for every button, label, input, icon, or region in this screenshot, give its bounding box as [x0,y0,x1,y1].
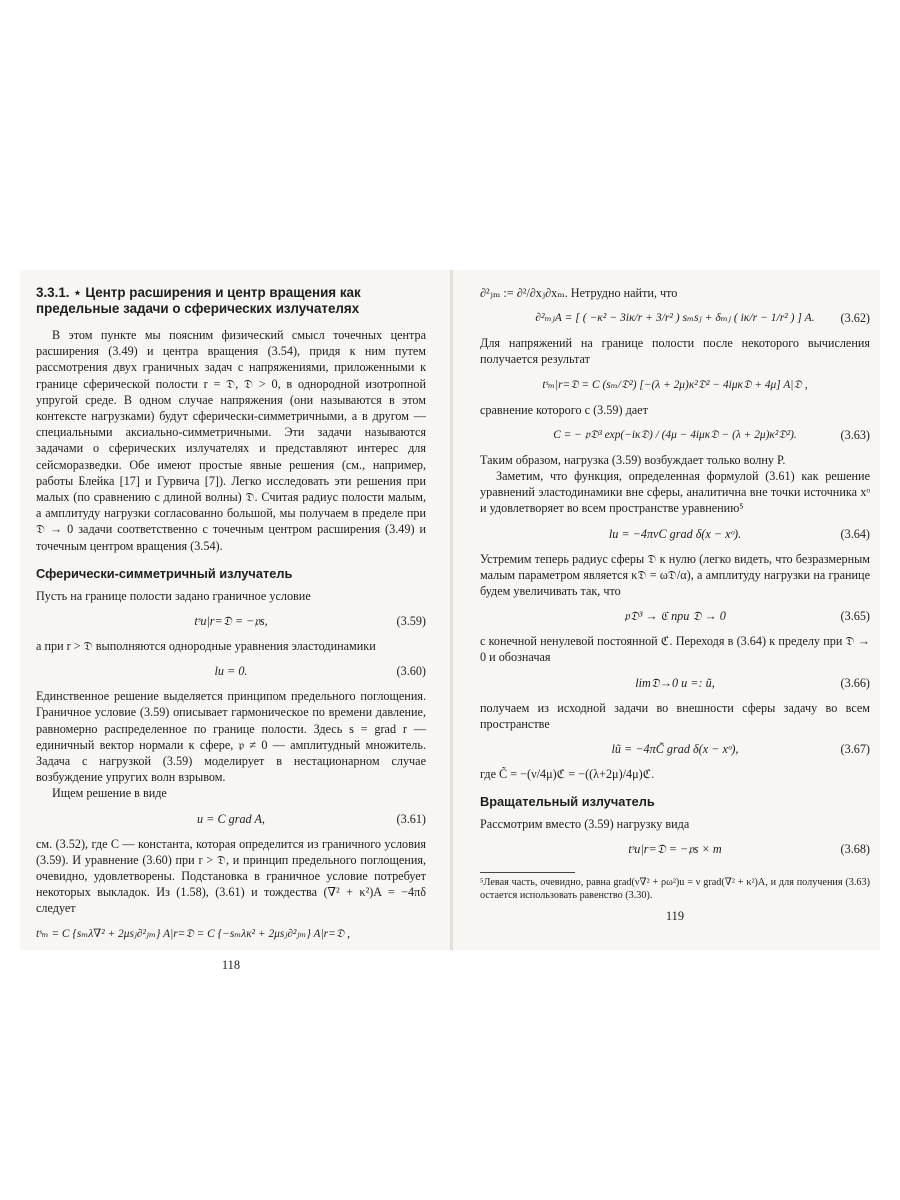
equation-3-67 [480,740,870,758]
paragraph: где C̃ = −(ν/4μ)ℭ = −((λ+2μ)/4μ)ℭ. [480,767,655,782]
paragraph: сравнение которого с (3.59) дает [480,402,648,417]
equation-body: lu = −4πνC grad δ(x − xᵒ). [608,526,742,541]
subsection-heading: Вращательный излучатель [480,794,655,810]
equation-3-66 [480,674,870,692]
footnote-rule [480,872,575,873]
equation-number: (3.60) [396,664,426,679]
equation-number: (3.59) [396,613,426,628]
equation-number: (3.68) [840,842,870,857]
equation-body: lũ = −4πC̃ grad δ(x − xᵒ), [611,741,739,756]
equation-body: tˢₘ|r=𝔇 = C (sₘ/𝔇²) [−(λ + 2μ)κ²𝔇² − 4iμκ𝔇 + 4μ] A|𝔇 , [542,378,808,391]
equation-body: u = C grad A, [197,811,265,826]
equation-3-63 [480,426,870,444]
paragraph: Для напряжений на границе полости после некоторого вычисления получается результат [480,336,870,367]
subsection-heading: Сферически-симметричный излучатель [36,565,293,581]
paragraph: а при r > 𝔇 выполняются однородные уравнения эластодинамики [36,639,376,654]
right-page [480,285,870,924]
equation-body: tˢu|r=𝔇 = −𝔭s × m [628,842,722,857]
paragraph: Устремим теперь радиус сферы 𝔇 к нулю (легко видеть, что безразмерным малым параметром является κ𝔇 = ω𝔇/α), а амплитуду нагрузки на границе будем увеличивать так, что [480,551,870,599]
equation-3-60 [36,662,426,680]
equation-3-62 [480,309,870,327]
equation-number: (3.65) [840,609,870,624]
paragraph: Единственное решение выделяется принципом предельного поглощения. Граничное условие (3.59) описывает гармоническое по времени давление, равномерно распределенное по границе полости. Здесь s = grad r — единичный вектор нормали к сфере, 𝔭 ≠ 0 — амплитудный множитель. Задача с нагрузкой (3.59) моделирует в нестационарном случае возбуждение упругих волн взрывом. [36,689,426,785]
equation-number: (3.61) [396,811,426,826]
paragraph: Таким образом, нагрузка (3.59) возбуждает только волну P. [480,452,786,467]
page-number: 119 [665,909,685,924]
paragraph: получаем из исходной задачи во внешности сферы задачу во всем пространстве [480,700,870,731]
equation-body: lu = 0. [214,664,248,679]
equation-stress [36,925,426,943]
equation-number: (3.64) [840,526,870,541]
equation-body: tˢₘ = C {sₘλ∇² + 2μsⱼ∂²ⱼₘ} A|r=𝔇 = C {−sₘλκ² + 2μsⱼ∂²ⱼₘ} A|r=𝔇 , [36,927,350,940]
equation-number: (3.62) [840,311,870,326]
paragraph: Заметим, что функция, определенная формулой (3.61) как решение уравнений эластодинамики вне сферы, аналитична вне точки источника xᵒ и удовлетворяет во всем пространстве уравнению⁵ [480,469,870,516]
equation-3-68 [480,840,870,858]
equation-3-65 [480,607,870,625]
paragraph: ∂²ⱼₘ := ∂²/∂xⱼ∂xₘ. Нетрудно найти, что [480,286,678,300]
paragraph: см. (3.52), где C — константа, которая определится из граничного условия (3.59). И уравнение (3.60) при r > 𝔇, и принцип предельного поглощения, очевидно, удовлетворены. Подстановка в граничное условие потребует некоторых выкладок. Из (1.58), (3.61) и тождества (∇² + κ²)A = −4πδ следует [36,836,426,916]
book-gutter [450,270,453,950]
equation-number: (3.67) [840,741,870,756]
paragraph: с конечной ненулевой постоянной ℭ. Переходя в (3.64) к пределу при 𝔇 → 0 и обозначая [480,634,870,665]
equation-number: (3.63) [840,427,870,442]
equation-3-61 [36,810,426,828]
equation-number: (3.66) [840,675,870,690]
left-page [36,285,426,972]
equation-body: 𝔭𝔇³ → ℭ при 𝔇 → 0 [624,609,726,624]
equation-body: lim𝔇→0 u =: ũ, [635,675,715,690]
equation-3-59 [36,612,426,630]
equation-body: ∂²ₘⱼA = [ ( −κ² − 3iκ/r + 3/r² ) sₘsⱼ + δₘⱼ ( iκ/r − 1/r² ) ] A. [535,311,815,325]
paragraph: В этом пункте мы поясним физический смысл точечных центра расширения (3.49) и центра вращения (3.54), придя к ним путем рассмотрения двух граничных задач с напряжениями, приложенными к границе сферической полости r = 𝔇, 𝔇 > 0, в однородной изотропной упругой среде. В одном случае напряжения (они называются в этом контексте нагрузками) будут сферически-симметричными, а в другом — специальными аксиально-симметричными. Эти задачи называются задачами о сферических излучателях и представляют интерес для сейсморазведки. Обе имеют простые явные решения (см., например, работы Блейка [17] и Гурвича [7]). Легко исследовать эти решения при малых (по сравнению с длиной волны) 𝔇. Считая радиус полости малым, а амплитуду нагрузки согласованно большой, мы получаем в пределе при 𝔇 → 0 задачи соответственно с точечным центром расширения (3.49) и точечным центром вращения (3.54). [36,328,426,553]
equation-boundary-stress [480,376,870,394]
paragraph: Ищем решение в виде [52,786,167,801]
page-number: 118 [221,957,241,972]
paragraph: Рассмотрим вместо (3.59) нагрузку вида [480,817,690,832]
paragraph: Пусть на границе полости задано граничное условие [36,588,311,603]
footnote: ⁵Левая часть, очевидно, равна grad(ν∇² + ρω²)u = ν grad(∇² + κ²)A, и для получения (3.63) остается использовать равенство (3.30). [480,877,870,902]
equation-body: tˢu|r=𝔇 = −𝔭s, [194,613,268,628]
equation-body: C = − 𝔭𝔇³ exp(−iκ𝔇) / (4μ − 4iμκ𝔇 − (λ + 2μ)κ²𝔇²). [553,428,797,441]
section-heading: 3.3.1. ⋆ Центр расширения и центр вращения как предельные задачи о сферических излучателях [36,285,361,316]
equation-3-64 [480,525,870,543]
